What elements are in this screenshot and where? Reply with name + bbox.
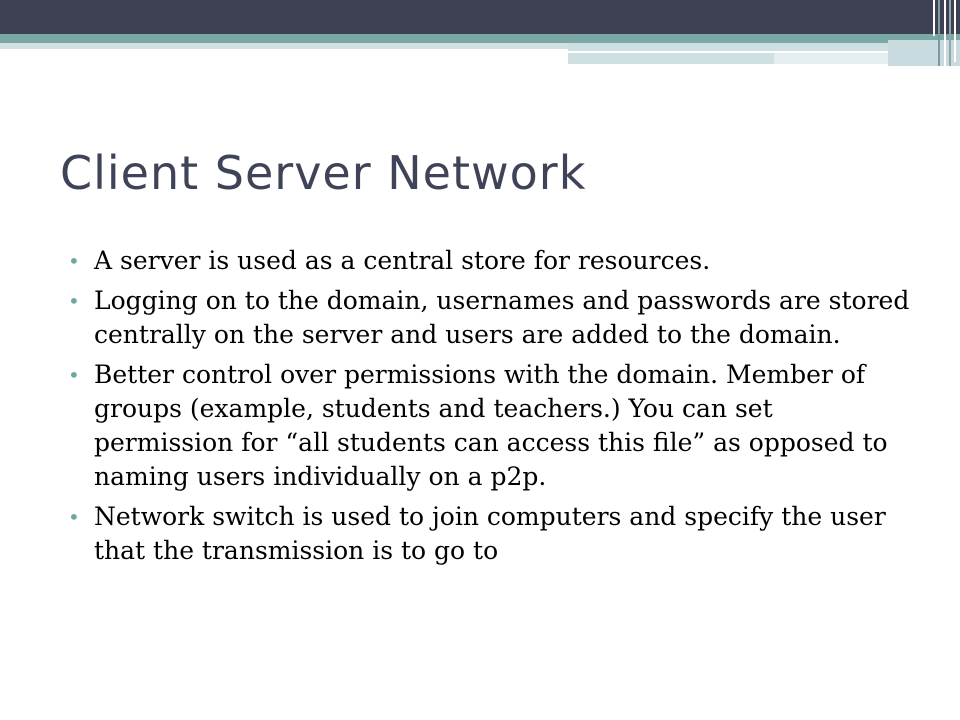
header-accent-block	[568, 43, 888, 53]
slide-title: Client Server Network	[60, 146, 587, 200]
header-decor-line	[944, 0, 946, 66]
header-bar-dark	[0, 0, 960, 34]
bullet-icon: •	[68, 289, 80, 313]
header-decor-line	[938, 0, 940, 66]
bullet-text: Logging on to the domain, usernames and passwords are stored centrally on the server and users are added to the domain.	[94, 286, 910, 349]
bullet-text: A server is used as a central store for resources.	[94, 246, 711, 275]
bullet-item	[68, 358, 918, 494]
bullet-text: Network switch is used to join computers and specify the user that the transmission is to go to	[94, 502, 886, 565]
header-decor-line	[954, 0, 956, 62]
header-decor-line	[933, 0, 935, 36]
header-bar-teal	[0, 34, 960, 43]
header-accent-block	[568, 53, 774, 64]
bullet-item	[68, 284, 918, 352]
bullet-icon: •	[68, 249, 80, 273]
bullet-icon: •	[68, 505, 80, 529]
header-decor-line	[949, 0, 951, 66]
bullet-item	[68, 244, 918, 278]
bullet-icon: •	[68, 363, 80, 387]
bullet-text: Better control over permissions with the domain. Member of groups (example, students and teachers.) You can set permission for “all students can access this file” as opposed to naming users individually on a p2p.	[94, 360, 888, 491]
header-accent-block	[774, 53, 892, 64]
bullet-list	[68, 244, 918, 574]
bullet-item	[68, 500, 918, 568]
